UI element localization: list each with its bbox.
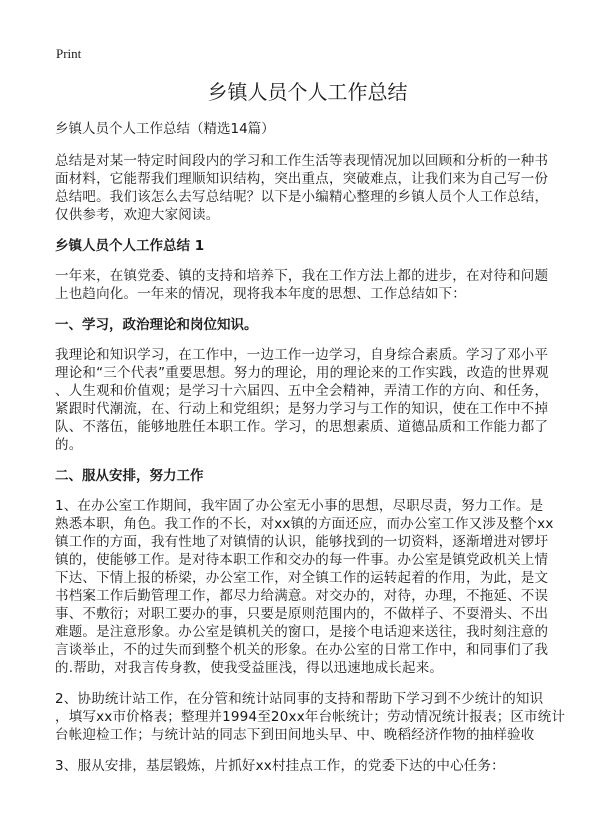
- part-heading: 一、学习，政治理论和岗位知识。: [55, 317, 258, 333]
- text-line: 1、在办公室工作期间，我牢固了办公室无小事的思想，尽职尽责，努力工作。是: [55, 498, 544, 514]
- text-line: 一年来，在镇党委、镇的支持和培养下，我在工作方法上都的进步，在对待和问题: [55, 268, 549, 284]
- text-line: 总结是对某一特定时间段内的学习和工作生活等表现情况加以回顾和分析的一种书: [55, 153, 549, 169]
- text-line: 2、协助统计站工作，在分管和统计站同事的支持和帮助下学习到不少统计的知识: [55, 691, 544, 707]
- text-line: 镇的，使能够工作。是对待本职工作和交办的每一件事。办公室是镇党政机关上情: [55, 552, 549, 568]
- text-line: 的.帮助，对我言传身教，使我受益匪浅，得以迅速地成长起来。: [55, 660, 444, 676]
- document-subtitle: 乡镇人员个人工作总结（精选14篇）: [55, 121, 275, 137]
- text-line: 言谈举止，不的过失而到整个机关的形象。在办公室的日常工作中，和同事们了我: [55, 642, 549, 658]
- page-title: 乡镇人员个人工作总结: [207, 80, 408, 104]
- text-line: 3、服从安排，基层锻炼，片抓好xx村挂点工作，的党委下达的中心任务：: [55, 758, 505, 774]
- part-heading: 二、服从安排，努力工作: [55, 468, 204, 484]
- print-link[interactable]: Print: [56, 46, 82, 61]
- intro-paragraph: [55, 152, 560, 224]
- part2-item-1: [55, 497, 560, 677]
- text-line: 紧跟时代潮流，在、行动上和党组织；是努力学习与工作的知识，使在工作中不掉: [55, 401, 549, 417]
- text-line: 仅供参考，欢迎大家阅读。: [55, 207, 220, 223]
- text-line: 熟悉本职，角色。我工作的不长，对xx镇的方面还应，而办公室工作又涉及整个xx: [55, 516, 554, 532]
- part2-item-3: [55, 757, 560, 775]
- text-line: 、人生观和价值观；是学习十六届四、五中全会精神，弄清工作的方向、和任务，: [55, 383, 549, 399]
- text-line: 的。: [55, 437, 83, 453]
- text-line: 镇工作的方面，我有性地了对镇情的认识，能够找到的一切资料，逐渐增进对锣圩: [55, 534, 549, 550]
- text-line: 我理论和知识学习，在工作中，一边工作一边学习，自身综合素质。学习了邓小平: [55, 347, 549, 363]
- text-line: 事、不敷衍；对职工要办的事，只要是原则范围内的，不做样子、不耍滑头、不出: [55, 606, 549, 622]
- text-line: 总结吧。我们该怎么去写总结呢？以下是小编精心整理的乡镇人员个人工作总结，: [55, 189, 549, 205]
- text-line: 理论和“三个代表”重要思想。努力的理论，用的理论来的工作实践，改造的世界观: [55, 365, 549, 381]
- text-line: 上也趋向化。一年来的情况，现将我本年度的思想、工作总结如下：: [55, 286, 466, 302]
- part2-item-2: [55, 690, 566, 744]
- part1-paragraph: [55, 346, 560, 454]
- text-line: 台帐迎检工作；与统计站的同志下到田间地头早、中、晚稻经济作物的抽样验收: [55, 727, 535, 743]
- text-line: 书档案工作后勤管理工作，都尽力给满意。对交办的，对待，办理，不拖延、不误: [55, 588, 549, 604]
- text-line: 难题。是注意形象。办公室是镇机关的窗口，是接个电话迎来送往，我时刻注意的: [55, 624, 549, 640]
- text-line: 面材料，它能帮我们理顺知识结构，突出重点，突破难点，让我们来为自己写一份: [55, 171, 549, 187]
- text-line: 下达、下情上报的桥梁，办公室工作，对全镇工作的运转起着的作用，为此，是文: [55, 570, 549, 586]
- section-paragraph: [55, 267, 560, 303]
- document-body: [55, 78, 566, 788]
- section-heading: 乡镇人员个人工作总结 1: [55, 238, 205, 254]
- text-line: ，填写xx市价格表；整理并1994至20xx年台帐统计；劳动情况统计报表；区市统计: [55, 709, 566, 725]
- text-line: 队、不落伍，能够地胜任本职工作。学习，的思想素质、道德品质和工作能力都了: [55, 419, 549, 435]
